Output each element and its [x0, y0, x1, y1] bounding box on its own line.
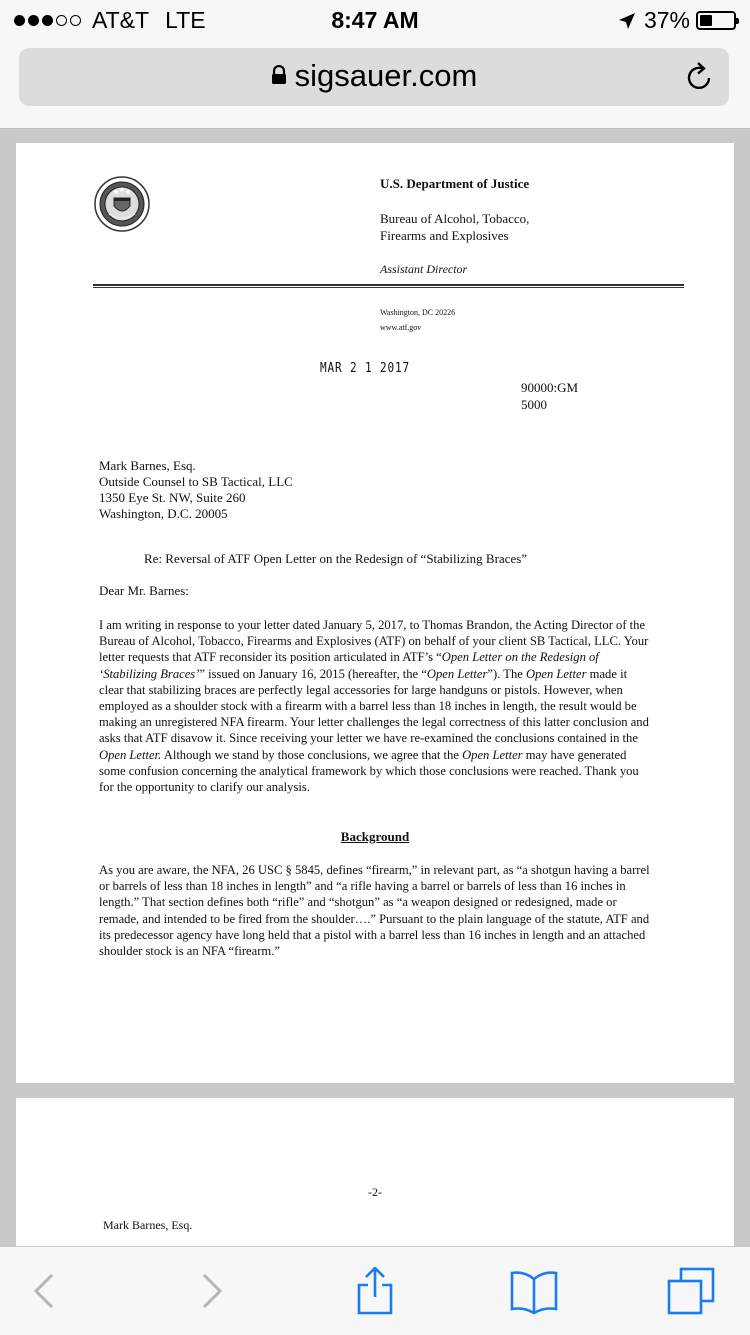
recipient-block [99, 458, 293, 522]
bureau-line-2: Firearms and Explosives [380, 228, 509, 243]
recipient-street: 1350 Eye St. NW, Suite 260 [99, 490, 246, 505]
tabs-icon[interactable] [667, 1267, 715, 1315]
file-reference [521, 379, 578, 413]
para1-title-italic: Open Letter on the Redesign of ‘Stabilizing Braces’ [99, 650, 599, 681]
status-time: 8:47 AM [331, 7, 419, 33]
battery-percent: 37% [643, 7, 690, 33]
reload-icon[interactable] [685, 60, 715, 92]
para1-italic: Open Letter. [99, 747, 162, 762]
para1-text: I am writing in response to your letter dated January 5, 2017, to Thomas Brandon, the Acting Director of the Bureau of Alcohol, Tobacco, Firearms and Explosives (ATF) on behalf of your client SB Tactical, LLC. Your letter requests that ATF reconsider its position articulated in ATF’s “ [99, 618, 649, 665]
battery-icon [696, 11, 736, 30]
para1-text: ” issued on January 16, 2015 (hereafter, the “ [199, 666, 427, 681]
bureau-name [380, 210, 640, 244]
para1-italic: Open Letter [462, 747, 523, 762]
share-icon[interactable] [351, 1267, 399, 1315]
network-type: LTE [165, 7, 206, 33]
para1-text: Although we stand by those conclusions, we agree that the [161, 747, 463, 762]
salutation: Dear Mr. Barnes: [99, 583, 189, 598]
body-paragraph-2: As you are aware, the NFA, 26 USC § 5845, defines “firearm,” in relevant part, as “a shotgun having a barrel or barrels of less than 18 inches in length” and “a rifle having a barrel or barrels of less than 16 inches in length.” That section defines both “rifle” and “shotgun” as “a weapon designed or redesigned, made or remade, and intended to be fired from the shoulder….” Pursuant to the plain language of the statute, ATF and its predecessor agency have long held that a pistol with a barrel less than 16 inches in length and an attached shoulder stock is an NFA “firearm.” [99, 863, 650, 959]
url-text: sigsauer.com [294, 58, 478, 93]
lock-icon [271, 65, 287, 85]
office-website: www.atf.gov [380, 323, 422, 332]
forward-arrow-icon[interactable] [188, 1267, 236, 1315]
page-number: -2- [368, 1185, 382, 1199]
file-ref-2: 5000 [521, 397, 547, 412]
office-city: Washington, DC 20226 [380, 308, 456, 317]
address-bar[interactable] [19, 48, 729, 106]
office-address [380, 305, 455, 335]
body-paragraph-1 [99, 617, 654, 795]
location-arrow-icon [618, 12, 636, 30]
recipient-city: Washington, D.C. 20005 [99, 506, 228, 521]
letter-page-2 [16, 1098, 734, 1258]
para1-text: ”). The [487, 666, 526, 681]
para1-text: made it clear that stabilizing braces are perfectly legal accessories for large handguns or pistols. However, when employed as a shoulder stock with a firearm with a barrel less than 18 inches in length, the result would be making an unregistered NFA firearm. Your letter challenges the legal correctness of this latter conclusion and asks that ATF disavow it. Since receiving your letter we have re-examined the conclusions contained in the [99, 666, 649, 746]
status-right [618, 7, 736, 34]
atf-seal-icon [94, 176, 150, 232]
para1-italic: Open Letter [426, 666, 488, 681]
section-heading: Background [340, 829, 410, 844]
office-title: Assistant Director [380, 262, 468, 276]
para1-italic: Open Letter [526, 666, 587, 681]
date-stamp: MAR 2 1 2017 [320, 361, 411, 376]
bookmarks-icon[interactable] [510, 1267, 558, 1315]
bureau-line-1: Bureau of Alcohol, Tobacco, [380, 211, 530, 226]
back-arrow-icon[interactable] [20, 1267, 68, 1315]
page-2-header: Mark Barnes, Esq. [103, 1218, 193, 1232]
letterhead-rule [93, 284, 684, 288]
status-bar [0, 0, 750, 40]
recipient-title: Outside Counsel to SB Tactical, LLC [99, 474, 293, 489]
letter-page-1 [16, 143, 734, 1083]
subject-line: Re: Reversal of ATF Open Letter on the Redesign of “Stabilizing Braces” [144, 551, 528, 566]
battery-tip [736, 18, 739, 24]
department-name: U.S. Department of Justice [380, 176, 530, 191]
carrier-name: AT&T [92, 7, 150, 33]
battery-level [700, 15, 712, 26]
para1-text: may have generated some confusion concerning the analytical framework by which those conclusions were reached. Thank you for the opportunity to clarify our analysis. [99, 747, 639, 795]
recipient-name: Mark Barnes, Esq. [99, 458, 196, 473]
url-display[interactable] [19, 58, 729, 94]
file-ref-1: 90000:GM [521, 380, 579, 395]
browser-toolbar [0, 1246, 750, 1335]
top-chrome [0, 0, 750, 129]
